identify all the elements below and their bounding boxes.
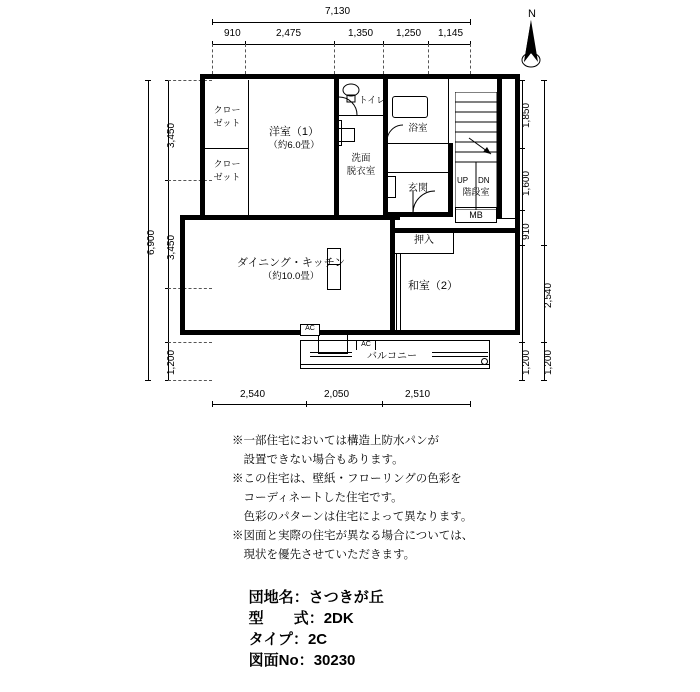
wall-hall-bot [497,218,517,219]
wall-oshiire-bottom [393,253,453,254]
balcony-right [489,340,490,368]
bathtub-icon [392,96,428,118]
room-label-washroom [340,152,382,178]
western-1-name: 洋室（1） [268,126,320,138]
footer-key-3: 図面No [248,652,299,669]
top-dim-seg-4: 1,145 [438,28,464,39]
footer-sep-3: ： [298,652,314,669]
note-line-5: ※図面と実際の住宅が異なる場合については、 [232,530,474,542]
top-total-dim-label: 7,130 [325,6,351,17]
room-label-dining-kitchen [216,257,366,283]
wall-right [515,74,520,335]
western-1-size: （約6.0畳） [268,140,320,151]
right-dim-outer-2: 910 [521,223,532,240]
bottom-dim-seg-0: 2,540 [240,389,266,400]
wall-oshiire-top [390,228,520,233]
footer-key-0: 団地名 [248,589,294,606]
ac-marker-2: AC [356,340,376,352]
top-dim-seg-0: 910 [224,28,241,39]
bottom-dim-seg-1: 2,050 [324,389,350,400]
sliding-door-youshitsu [336,120,342,146]
wall-bottom [180,330,520,335]
wall-washitsu-left2 [400,253,401,331]
room-label-balcony: バルコニー [352,350,432,363]
left-dim-seg-1: 3,450 [166,234,177,260]
closet-upper-line1: クロー [213,105,241,115]
room-label-closet-lower [206,158,248,184]
footer-key-2: タイプ [248,631,293,648]
room-label-stairs: 階段室 [462,187,490,197]
dk-size: （約10.0畳） [262,271,320,282]
room-label-japanese-2: 和室（2） [407,280,459,292]
balcony-line-2 [300,364,490,365]
entrance-shoebox-icon [386,176,396,198]
right-dim-outer-0: 1,850 [521,102,532,128]
left-dim-seg-0: 3,450 [166,122,177,148]
top-dim-seg-3: 1,250 [396,28,422,39]
wall-oshiire-right [453,228,454,254]
wall-closet-mid [203,148,249,149]
footer-value-2: 2C [307,631,328,648]
room-label-oshiire: 押入 [414,235,434,246]
footer-value-3: 30230 [313,652,356,669]
wall-entrance-top [386,172,448,173]
wall-hall-right [497,78,502,218]
washroom-line2: 脱衣室 [346,166,376,177]
wall-bath-bottom [386,143,448,144]
footer-sep-0: ： [293,589,309,606]
stairs-up-label: UP [457,176,469,185]
note-line-1: 設置できない場合もあります。 [232,454,404,466]
wall-stair-left [448,143,453,215]
footer-key-1: 型 式 [248,610,309,627]
right-dim-inner-0: 2,540 [543,282,554,308]
wall-left-upper [200,74,205,220]
wall-bath-right [448,78,449,144]
footer-value-1: 2DK [323,610,354,627]
wall-left-lower [180,215,185,335]
wall-inner-h-1 [200,215,400,220]
closet-lower-line1: クロー [213,159,241,169]
compass-label: N [528,8,536,20]
wall-dk-right [390,212,395,335]
balcony-drain [481,358,488,365]
room-label-closet-upper [206,104,248,130]
dk-name: ダイニング・キッチン [236,257,346,269]
closet-lower-line2: ゼット [213,172,241,182]
balcony-outer-bottom [300,368,490,369]
right-dim-outer-3: 1,200 [521,349,532,375]
washroom-line1: 洗面 [351,153,371,164]
note-line-2: ※この住宅は、壁紙・フローリングの色彩を [232,473,462,485]
closet-upper-line2: ゼット [213,118,241,128]
right-dim-inner-1: 1,200 [543,349,554,375]
left-total-dim-label: 6,900 [146,229,157,255]
note-line-4: 色彩のパターンは住宅によって異なります。 [232,511,473,523]
note-line-6: 現状を優先させていただきます。 [232,549,416,561]
left-dim-seg-2: 1,200 [166,349,177,375]
top-dim-seg-2: 1,350 [348,28,374,39]
footer-value-0: さつきが丘 [308,589,384,606]
room-label-entrance: 玄関 [408,183,428,194]
balcony-left [300,340,301,368]
right-dim-outer-1: 1,600 [521,170,532,196]
room-label-mb: MB [469,210,483,220]
room-label-toilet: トイレ [358,95,386,105]
room-label-bath: 浴室 [408,123,428,134]
door-swing-toilet-icon [338,96,358,116]
room-label-western-1 [256,126,332,152]
bottom-dim-seg-2: 2,510 [405,389,431,400]
note-line-3: コーディネートした住宅です。 [232,492,403,504]
wall-top [200,74,520,79]
ac-marker-1: AC [300,324,320,336]
wall-washitsu-left [396,253,397,331]
stairs-dn-label: DN [478,176,490,185]
note-line-0: ※一部住宅においては構造上防水パンが [232,435,439,447]
top-dim-seg-1: 2,475 [276,28,302,39]
footer-sep-2: ： [292,631,308,648]
balcony-step [318,334,348,354]
footer-sep-1: ： [308,610,324,627]
